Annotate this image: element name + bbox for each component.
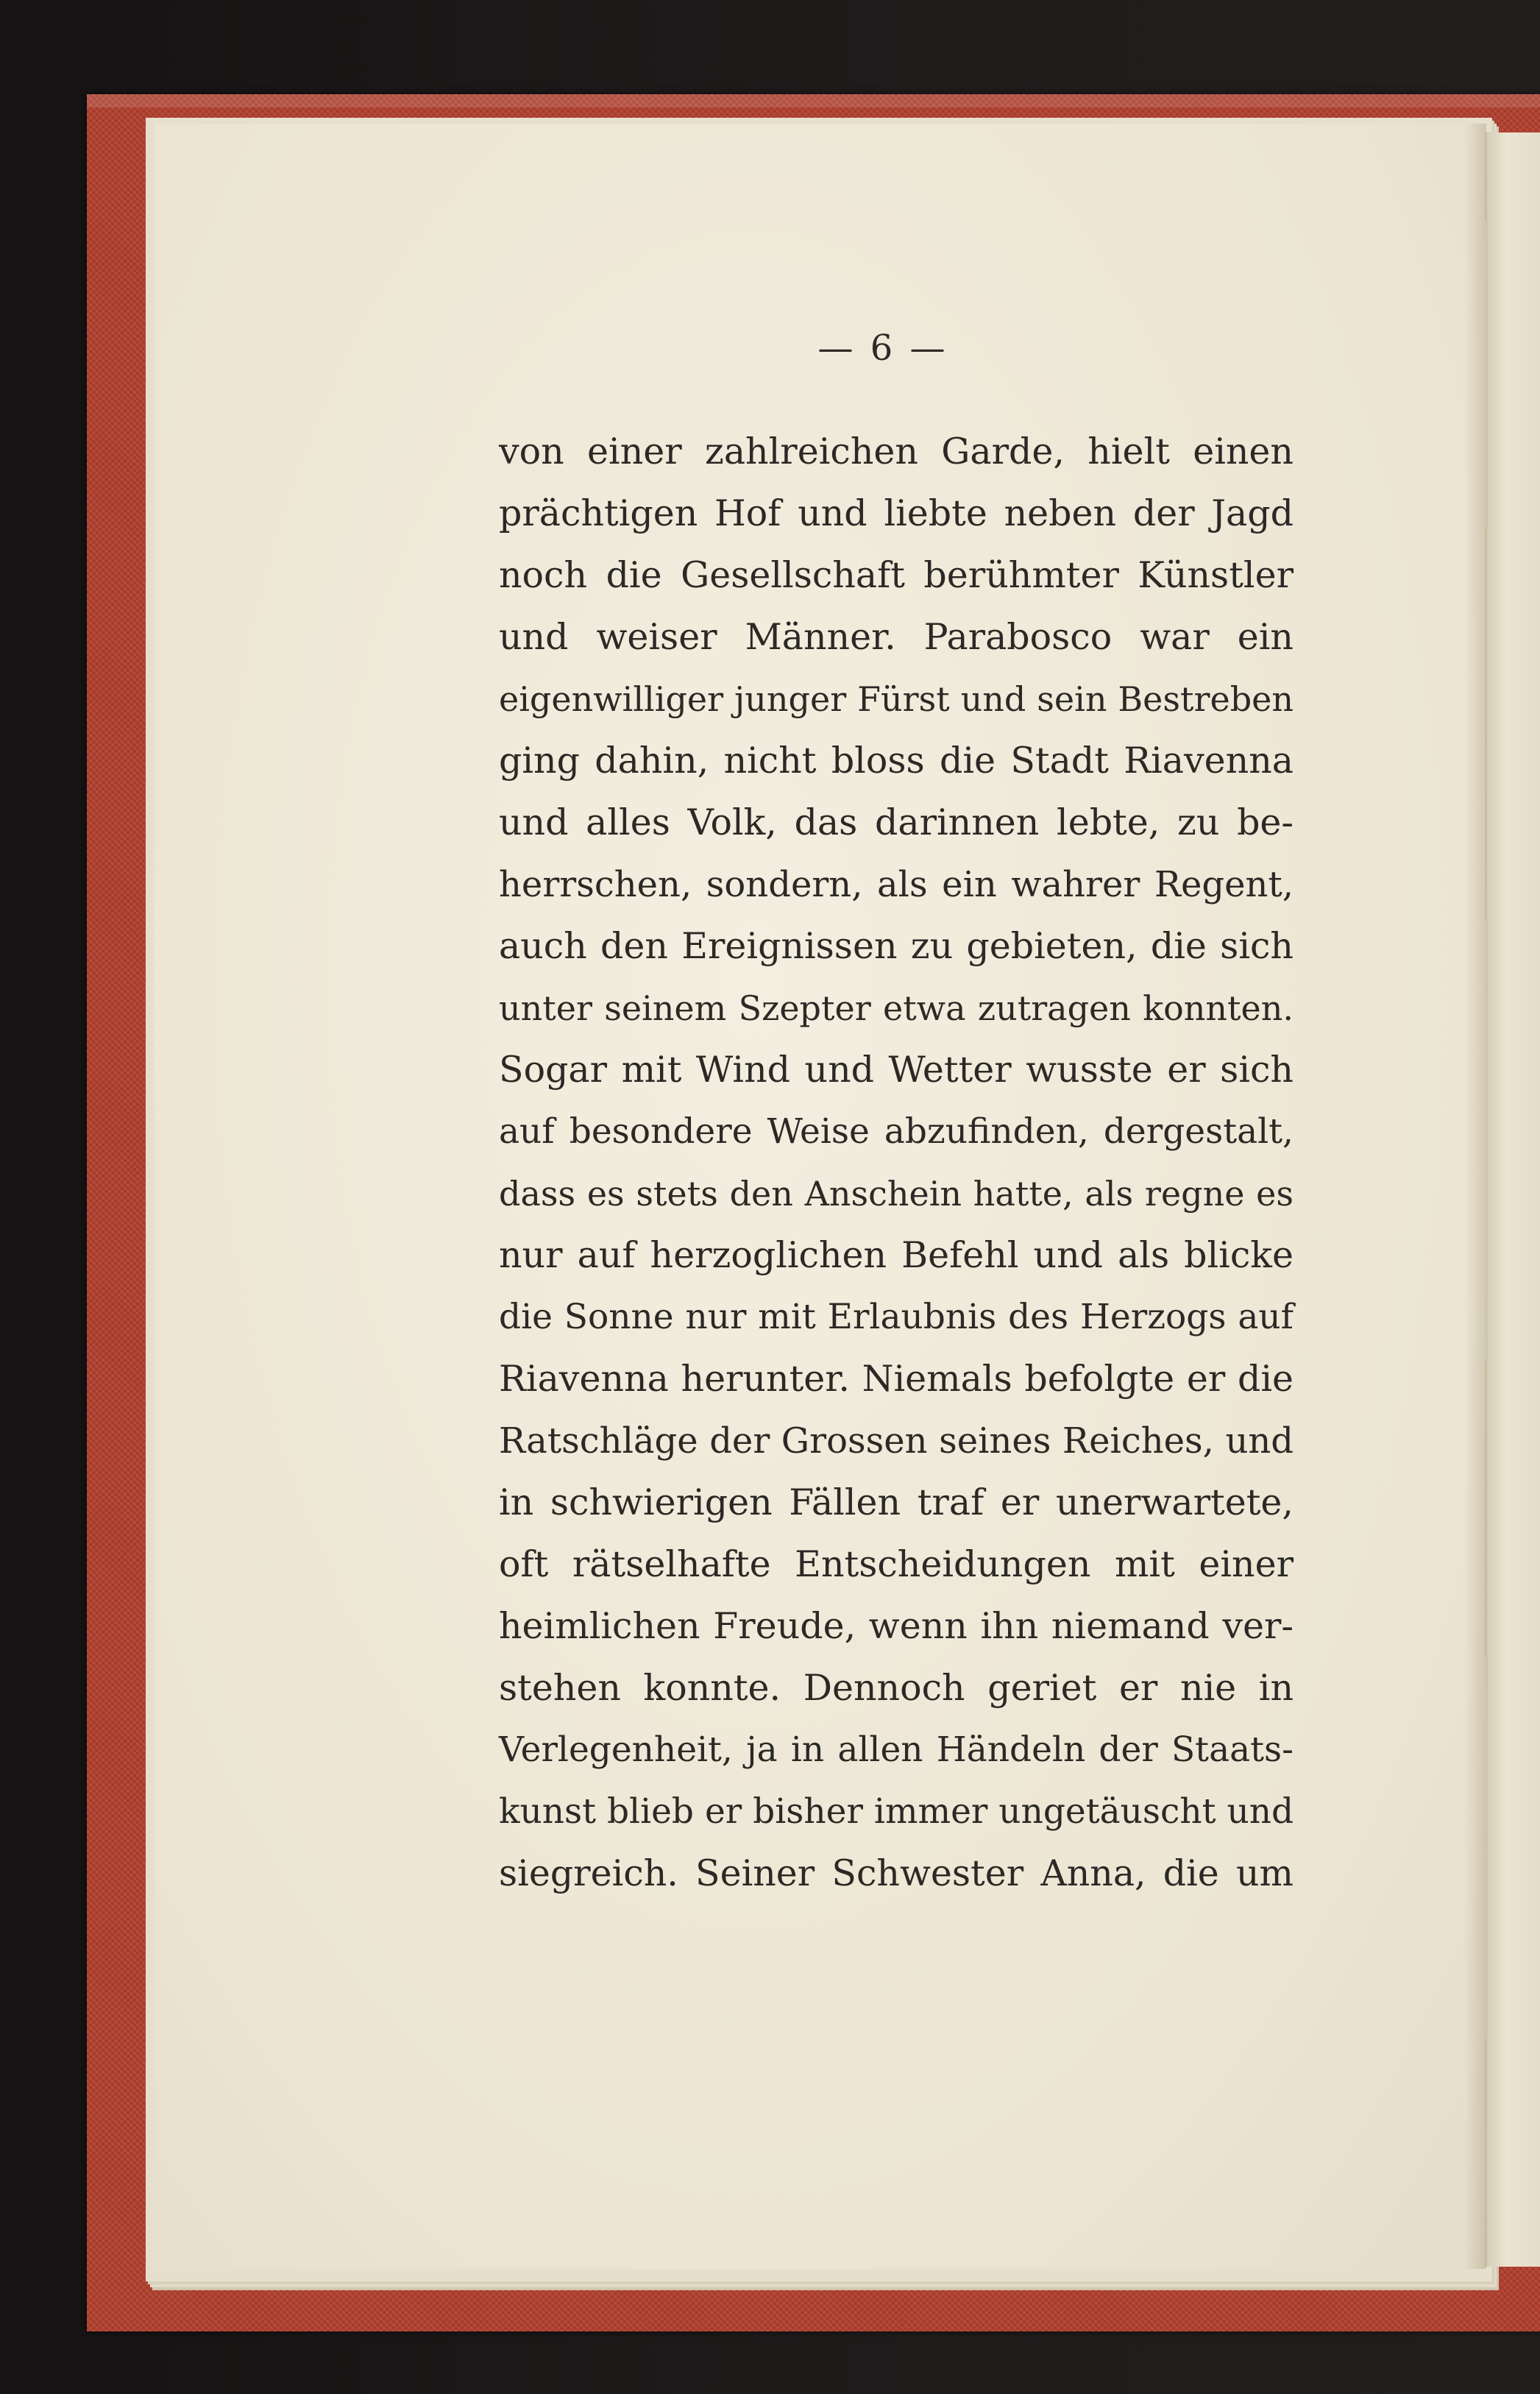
text-line: prächtigen Hof und liebte neben der Jagd [499,492,1294,534]
text-line: ging dahin, nicht bloss die Stadt Riavenna [499,740,1294,782]
text-line: und weiser Männer. Parabosco war ein [499,616,1294,658]
gutter-shadow [1464,124,1486,2269]
text-line: Ratschläge der Grossen seines Reiches, und [499,1420,1294,1462]
cover-top-edge [87,94,1540,107]
text-line: Riavenna herunter. Niemals befolgte er die [499,1358,1294,1400]
text-line: dass es stets den Anschein hatte, als regne es [499,1174,1294,1214]
text-line: unter seinem Szepter etwa zutragen konnten. [499,988,1294,1028]
text-line: auf besondere Weise abzufinden, dergestalt, [499,1111,1294,1152]
text-line: in schwierigen Fällen traf er unerwartete, [499,1481,1294,1523]
text-line: auch den Ereignissen zu gebieten, die sich [499,925,1294,967]
text-line: kunst blieb er bisher immer ungetäuscht und [499,1791,1294,1832]
text-line: Sogar mit Wind und Wetter wusste er sich [499,1049,1294,1091]
binding-thread [1485,1656,1488,2039]
text-line: siegreich. Seiner Schwester Anna, die um [499,1852,1294,1894]
text-line: Verlegenheit, ja in allen Händeln der Staats- [499,1729,1294,1770]
text-line: und alles Volk, das darinnen lebte, zu be- [499,801,1294,843]
text-line: heimlichen Freude, wenn ihn niemand ver- [499,1605,1294,1647]
text-line: nur auf herzoglichen Befehl und als blicke [499,1234,1294,1276]
text-line: noch die Gesellschaft berühmter Künstler [499,554,1294,596]
text-line: oft rätselhafte Entscheidungen mit einer [499,1543,1294,1585]
binding-thread [1485,221,1488,530]
next-page-edge [1485,132,1540,2267]
text-line: von einer zahlreichen Garde, hielt einen [499,431,1294,472]
page-number: — 6 — [817,327,948,369]
text-line: herrschen, sondern, als ein wahrer Regent, [499,864,1294,905]
binding-thread [1485,920,1488,1361]
text-line: stehen konnte. Dennoch geriet er nie in [499,1667,1294,1709]
text-line: die Sonne nur mit Erlaubnis des Herzogs auf [499,1297,1294,1337]
text-line: eigenwilliger junger Fürst und sein Bestreben [499,679,1294,719]
